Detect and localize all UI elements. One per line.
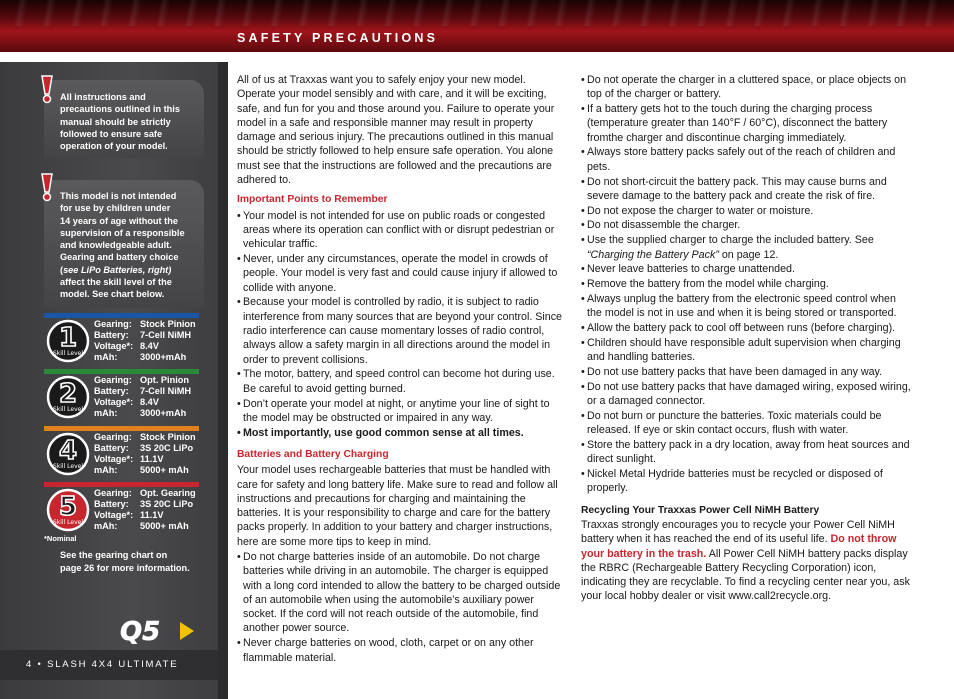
- q5-logo: [118, 616, 198, 646]
- recycling-heading: Recycling Your Traxxas Power Cell NiMH Battery: [581, 504, 820, 516]
- batteries-heading: Batteries and Battery Charging: [237, 448, 389, 460]
- list-item: • If a battery gets hot to the touch during the charging process (temperature greater than 140°F / 60°C), disconnect the battery fromthe charger and discontinue charging immediately.: [581, 102, 911, 145]
- spec-label: Gearing:: [94, 432, 132, 442]
- spec-value: 7-Cell NiMH: [140, 330, 192, 340]
- spec-label: Battery:: [94, 330, 129, 340]
- skill-level-row: [44, 369, 199, 421]
- spec-label: Voltage*:: [94, 341, 134, 351]
- skill-level-caption: Skill Level: [52, 406, 84, 413]
- skill-level-number: 1: [58, 323, 78, 353]
- skill-level-badge-icon: [46, 375, 90, 419]
- spec-label: Voltage*:: [94, 454, 134, 464]
- spec-value: 11.1V: [140, 510, 164, 520]
- nominal-note: *Nominal: [44, 534, 77, 543]
- list-item: • Do not burn or puncture the batteries. Toxic materials could be released. If eye or skin contact occurs, flush with water.: [581, 409, 911, 438]
- spec-label: Battery:: [94, 443, 129, 453]
- skill-level-number: 5: [58, 492, 78, 522]
- spec-label: Gearing:: [94, 488, 132, 498]
- skill-level-row: [44, 426, 199, 478]
- list-item: • Remove the battery from the model while charging.: [581, 277, 911, 291]
- svg-text:Q5: Q5: [120, 617, 161, 646]
- page-footer: 4 • SLASH 4X4 ULTIMATE: [26, 659, 179, 670]
- spec-value: 3000+mAh: [140, 408, 187, 418]
- spec-label: Gearing:: [94, 375, 132, 385]
- skill-level-badge-icon: [46, 488, 90, 532]
- list-item: • Do not short-circuit the battery pack. This may cause burns and severe damage to the battery pack and create the risk of fire.: [581, 175, 911, 204]
- skill-level-number: 2: [58, 379, 78, 409]
- spec-value: 5000+ mAh: [140, 521, 189, 531]
- spec-value: 7-Cell NiMH: [140, 386, 192, 396]
- spec-value: Stock Pinion: [140, 319, 196, 329]
- skill-color-bar: [44, 313, 199, 318]
- header-banner: [0, 0, 954, 52]
- spec-value: 3S 20C LiPo: [140, 443, 194, 453]
- skill-specs: [94, 432, 196, 476]
- spec-value: 5000+ mAh: [140, 465, 189, 475]
- list-item: • Do not disassemble the charger.: [581, 218, 911, 232]
- list-item: • Do not charge batteries inside of an automobile. Do not charge batteries while driving in an automobile. The charger is equipped with a long cord intended to allow the battery to be charged outside of an automobile when using the automobile’s auxiliary power socket. If the cord will not reach outside of the automobile, find another power source.: [237, 550, 567, 636]
- skill-level-caption: Skill Level: [52, 519, 84, 526]
- spec-label: Battery:: [94, 386, 129, 396]
- spec-value: Stock Pinion: [140, 432, 196, 442]
- list-item: • Never charge batteries on wood, cloth, carpet or on any other flammable material.: [237, 636, 567, 665]
- intro-paragraph: All of us at Traxxas want you to safely enjoy your new model. Operate your model sensibly and with care, and it will be exciting, safe, and fun for you and those around you. Failure to operate your model in a safe and responsible manner may result in property damage and serious injury. The precautions outlined in this manual should be strictly followed to help ensure safe operation. You alone must see that the instructions are followed and the precautions are adhered to.: [237, 74, 555, 187]
- spec-value: 3000+mAh: [140, 352, 187, 362]
- skill-level-caption: Skill Level: [52, 350, 84, 357]
- list-item: • The motor, battery, and speed control can become hot during use. Be careful to avoid getting burned.: [237, 367, 567, 396]
- skill-level-number: 4: [58, 436, 78, 466]
- recycling-paragraph: Traxxas strongly encourages you to recycle your Power Cell NiMH battery when it has reached the end of its useful life. Do not throw your battery in the trash. All Power Cell NiMH battery packs display the RBRC (Rechargeable Battery Recycling Corporation) icon, indicating they are recyclable. To find a recycling center near you, ask your local hobby dealer or visit www.call2recycle.org.: [581, 518, 910, 603]
- spec-value: 8.4V: [140, 397, 159, 407]
- list-item: • Do not operate the charger in a cluttered space, or place objects on top of the charger or battery.: [581, 73, 911, 102]
- list-item: • Do not expose the charger to water or moisture.: [581, 204, 911, 218]
- spec-label: mAh:: [94, 465, 118, 475]
- header-stripes: [0, 0, 954, 26]
- list-item: • Never, under any circumstances, operate the model in crowds of people. Your model is very fast and could cause injury if allowed to collide with anyone.: [237, 252, 567, 295]
- spec-value: 3S 20C LiPo: [140, 499, 194, 509]
- list-item: • Always store battery packs safely out of the reach of children and pets.: [581, 145, 911, 174]
- skill-specs: [94, 488, 196, 532]
- header-divider: [0, 52, 954, 62]
- warning-text-2: This model is not intended for use by children under 14 years of age without the supervision of a responsible and knowledgeable adult. Gearing and battery choice (see LiPo Batteries, right) affect the skill level of the model. See chart below.: [60, 191, 185, 300]
- list-item: • Your model is not intended for use on public roads or congested areas where its operation can conflict with or disrupt pedestrian or vehicular traffic.: [237, 209, 567, 252]
- main-column-1: [237, 73, 567, 665]
- list-item: • Children should have responsible adult supervision when charging and handling batteries.: [581, 336, 911, 365]
- list-item: • Always unplug the battery from the electronic speed control when the model is not in use and when it is being stored or transported.: [581, 292, 911, 321]
- main-column-2: [581, 73, 911, 610]
- skill-specs: [94, 319, 196, 363]
- skill-color-bar: [44, 426, 199, 431]
- spec-label: mAh:: [94, 408, 118, 418]
- important-points-heading: Important Points to Remember: [237, 194, 388, 206]
- exclamation-warning-icon: [36, 74, 58, 104]
- list-item: • Do not use battery packs that have been damaged in any way.: [581, 365, 911, 379]
- spec-label: Gearing:: [94, 319, 132, 329]
- spec-label: Battery:: [94, 499, 129, 509]
- skill-specs: [94, 375, 191, 419]
- list-item: • Store the battery pack in a dry location, away from heat sources and direct sunlight.: [581, 438, 911, 467]
- spec-value: 11.1V: [140, 454, 164, 464]
- skill-level-row: [44, 313, 199, 365]
- spec-label: mAh:: [94, 352, 118, 362]
- batteries-paragraph: Your model uses rechargeable batteries that must be handled with care for safety and long battery life. Make sure to read and follow all instructions and precautions for charging and maintaining the batteries. It is your responsibility to charge and care for the battery packs properly. In addition to your battery and charger instructions, here are some more tips to keep in mind.: [237, 464, 558, 548]
- page-title: SAFETY PRECAUTIONS: [237, 31, 439, 45]
- list-item: • Never leave batteries to charge unattended.: [581, 262, 911, 276]
- exclamation-warning-icon: [36, 172, 58, 202]
- skill-color-bar: [44, 482, 199, 487]
- spec-label: mAh:: [94, 521, 118, 531]
- spec-value: Opt. Gearing: [140, 488, 196, 498]
- sidebar-edge: [218, 62, 228, 699]
- list-item: • Because your model is controlled by radio, it is subject to radio interference from many sources that are beyond your control. Since radio interference can cause momentary losses of radio control, always allow a safety margin in all directions around the model in order to prevent collisions.: [237, 295, 567, 366]
- skill-level-caption: Skill Level: [52, 463, 84, 470]
- list-item: • Nickel Metal Hydride batteries must be recycled or disposed of properly.: [581, 467, 911, 496]
- list-item: • Do not use battery packs that have damaged wiring, exposed wiring, or a damaged connector.: [581, 380, 911, 409]
- skill-color-bar: [44, 369, 199, 374]
- skill-level-row: [44, 482, 199, 534]
- list-item: • Use the supplied charger to charge the included battery. See “Charging the Battery Pack” on page 12.: [581, 233, 911, 262]
- skill-level-badge-icon: [46, 319, 90, 363]
- spec-label: Voltage*:: [94, 510, 134, 520]
- spec-value: Opt. Pinion: [140, 375, 189, 385]
- gearing-chart-note: See the gearing chart on page 26 for more information.: [60, 550, 190, 573]
- warning-text-1: All instructions and precautions outlined in this manual should be strictly followed to ensure safe operation of your model.: [60, 92, 180, 152]
- list-item: • Allow the battery pack to cool off between runs (before charging).: [581, 321, 911, 335]
- list-item: • Most importantly, use good common sense at all times.: [237, 426, 567, 440]
- spec-label: Voltage*:: [94, 397, 134, 407]
- list-item: • Don’t operate your model at night, or anytime your line of sight to the model may be obstructed or impaired in any way.: [237, 397, 567, 426]
- skill-level-badge-icon: [46, 432, 90, 476]
- spec-value: 8.4V: [140, 341, 159, 351]
